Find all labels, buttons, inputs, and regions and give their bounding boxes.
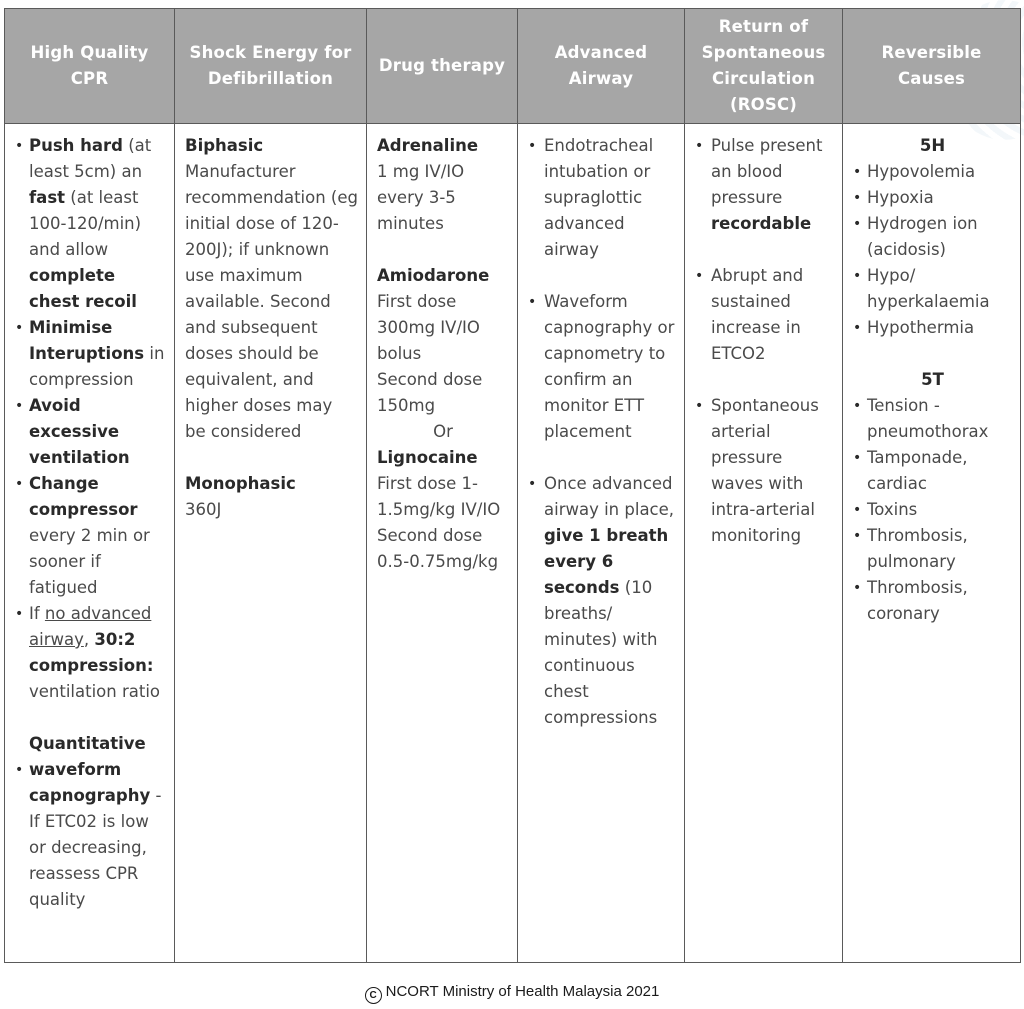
amiodarone-first-dose: First dose 300mg IV/IO bolus (377, 292, 480, 363)
list-item: • Toxins (853, 497, 1012, 523)
header-advanced-airway: Advanced Airway (518, 9, 685, 124)
amiodarone-second-dose: Second dose 150mg (377, 370, 483, 415)
list-item: • Hydrogen ion (acidosis) (853, 211, 1012, 263)
rosc-item-pulse: • Pulse present an blood pressure recordable (695, 133, 834, 237)
five-t-heading: 5T (921, 370, 944, 389)
rosc-item-arterial: • Spontaneous arterial pressure waves with intra-arterial monitoring (695, 393, 834, 549)
or-text: Or (433, 422, 453, 441)
cpr-push-item: • Push hard (at least 5cm) an fast (at least 100-120/min) and allow complete chest recoil (15, 133, 166, 315)
header-drug-therapy: Drug therapy (367, 9, 518, 124)
header-row (5, 9, 1021, 124)
header-rosc: Return of Spontaneous Circulation (ROSC) (685, 9, 843, 124)
drug-cell (367, 124, 518, 963)
list-item: • Tamponade, cardiac (853, 445, 1012, 497)
header-high-quality-cpr: High Quality CPR (5, 9, 175, 124)
cpr-cell (5, 124, 175, 963)
amiodarone-label: Amiodarone (377, 266, 490, 285)
rosc-cell (685, 124, 843, 963)
lignocaine-label: Lignocaine (377, 448, 478, 467)
shock-cell (175, 124, 367, 963)
cpr-change-item: • Change compressor every 2 min or sooner if fatigued (15, 471, 166, 601)
adrenaline-text: 1 mg IV/IO every 3-5 minutes (377, 162, 465, 233)
list-item: • Hypoxia (853, 185, 1012, 211)
header-shock-energy: Shock Energy for Defibrillation (175, 9, 367, 124)
airway-cell (518, 124, 685, 963)
cpr-capnography-item: • waveform capnography - If ETC02 is low or decreasing, reassess CPR quality (15, 757, 166, 913)
five-h-list (853, 159, 1012, 341)
rosc-item-etco2: • Abrupt and sustained increase in ETCO2 (695, 263, 834, 367)
header-reversible-causes: Reversible Causes (843, 9, 1021, 124)
monophasic-text: 360J (185, 500, 222, 519)
content-row (5, 124, 1021, 963)
biphasic-text: Manufacturer recommendation (eg initial dose of 120-200J); if unknown use maximum available. Second and subsequent doses should be equivalent, and higher doses may be considered (185, 162, 358, 441)
footer (0, 983, 1024, 1004)
list-item: • Thrombosis, pulmonary (853, 523, 1012, 575)
footer-text: NCORT Ministry of Health Malaysia 2021 (385, 983, 660, 1000)
list-item: • Hypothermia (853, 315, 1012, 341)
cpr-ratio-item: • If no advanced airway, 30:2 compression: ventilation ratio (15, 601, 166, 705)
adrenaline-label: Adrenaline (377, 136, 479, 155)
causes-cell (843, 124, 1021, 963)
monophasic-label: Monophasic (185, 474, 296, 493)
cpr-avoid-item: • Avoid excessive ventilation (15, 393, 166, 471)
airway-item-breaths: • Once advanced airway in place, give 1 breath every 6 seconds (10 breaths/ minutes) with continuous chest compressions (528, 471, 676, 731)
five-h-heading: 5H (919, 136, 946, 155)
list-item: • Hypovolemia (853, 159, 1012, 185)
airway-item-capnography: • Waveform capnography or capnometry to confirm an monitor ETT placement (528, 289, 676, 445)
acls-table (4, 8, 1021, 963)
list-item: • Tension - pneumothorax (853, 393, 1012, 445)
copyright-icon: C (365, 987, 382, 1004)
cpr-quant-heading: Quantitative (29, 734, 146, 753)
list-item: • Hypo/ hyperkalaemia (853, 263, 1012, 315)
list-item: • Thrombosis, coronary (853, 575, 1012, 627)
five-t-list (853, 393, 1012, 627)
cpr-minimise-item: • Minimise Interuptions in compression (15, 315, 166, 393)
biphasic-label: Biphasic (185, 136, 264, 155)
lignocaine-first-dose: First dose 1-1.5mg/kg IV/IO (377, 474, 501, 519)
lignocaine-second-dose: Second dose 0.5-0.75mg/kg (377, 526, 499, 571)
airway-item-intubation: • Endotracheal intubation or supraglottic advanced airway (528, 133, 676, 263)
